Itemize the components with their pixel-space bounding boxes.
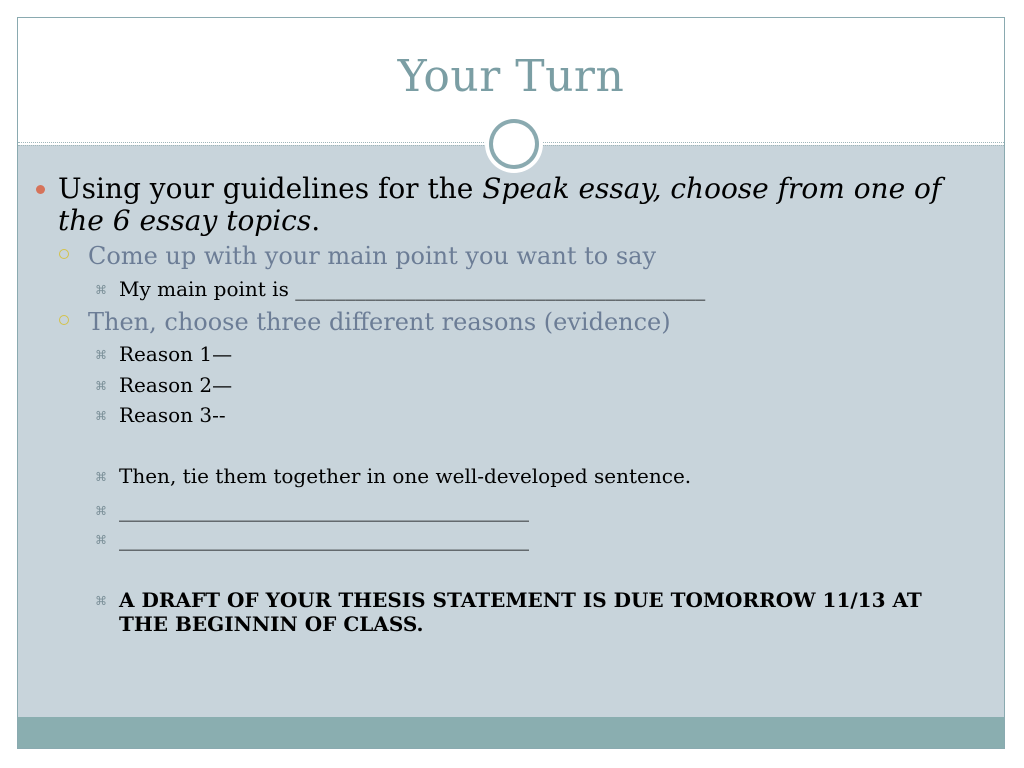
filled-circle-bullet-icon [36,185,45,194]
main-point-text: My main point is _________________________________________ [119,277,706,301]
blank-line-1-text: _________________________________________ [119,498,529,522]
draft-due-item [95,588,969,636]
reason-3-text: Reason 3-- [119,403,226,427]
ring-hole [493,123,535,165]
blank-line-2-text: _________________________________________ [119,527,529,551]
reason-1-item [95,342,969,366]
blank-line-2-item [95,527,969,551]
bullet-main-end: . [311,204,321,237]
x-cross-bullet-icon: ⌘ [95,348,107,362]
reason-2-item [95,373,969,397]
x-cross-bullet-icon: ⌘ [95,504,107,518]
reason-2-text: Reason 2— [119,373,233,397]
x-cross-bullet-icon: ⌘ [95,594,107,608]
sub-bullet-1 [88,241,968,271]
ring-inner [489,119,539,169]
x-cross-bullet-icon: ⌘ [95,533,107,547]
reason-3-item [95,403,969,427]
hollow-circle-bullet-icon [59,249,69,259]
hollow-circle-bullet-icon [59,315,69,325]
sub-bullet-2-text: Then, choose three different reasons (evidence) [88,308,671,336]
reason-1-text: Reason 1— [119,342,233,366]
ring-ornament-icon [485,115,543,173]
slide-title: Your Turn [397,51,625,102]
footer-band [18,717,1004,749]
x-cross-bullet-icon: ⌘ [95,379,107,393]
tie-together-text: Then, tie them together in one well-developed sentence. [119,464,692,488]
sub-bullet-2 [88,307,968,337]
sub-bullet-1-text: Come up with your main point you want to say [88,242,656,270]
blank-line-1-item [95,498,969,522]
bullet-main [58,173,968,237]
x-cross-bullet-icon: ⌘ [95,470,107,484]
draft-due-text: A DRAFT OF YOUR THESIS STATEMENT IS DUE TOMORROW 11/13 AT THE BEGINNIN OF CLASS. [119,588,922,636]
bullet-main-text: Using your guidelines for the [58,172,483,205]
bullet-main-italic: Speak essay, choose from one of the 6 essay topics [58,172,942,237]
main-point-item [95,277,969,301]
x-cross-bullet-icon: ⌘ [95,283,107,297]
x-cross-bullet-icon: ⌘ [95,409,107,423]
tie-together-item [95,464,969,488]
